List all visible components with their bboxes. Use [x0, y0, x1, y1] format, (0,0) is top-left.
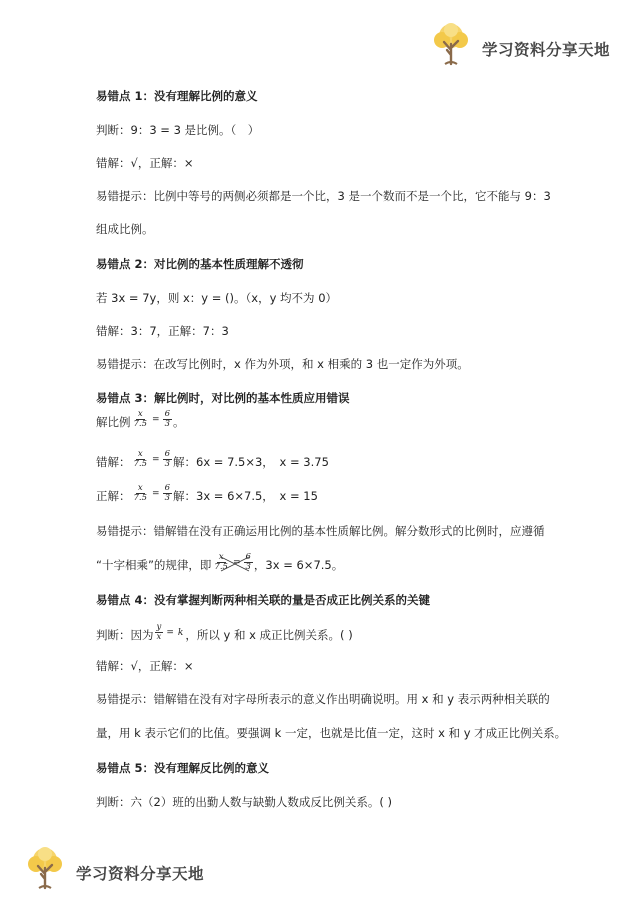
- proportion-formula: $\frac{x}{7.5}$ = $\frac{6}{3}$: [133, 409, 170, 429]
- section-4-heading: 易错点 4：没有掌握判断两种相关联的量是否成正比例关系的关键: [96, 593, 431, 607]
- section-3-question: 解比例 $\frac{x}{7.5}$ = $\frac{6}{3}$ 。: [96, 409, 185, 429]
- cross-multiply-formula: $\frac{x}{7.5}$ = $\frac{6}{3}$: [211, 553, 254, 572]
- tree-logo-icon: [22, 846, 68, 890]
- section-1-answer: 错解：√，正解：×: [96, 156, 194, 170]
- section-2-answer: 错解：3：7，正解：7：3: [96, 324, 229, 338]
- proportion-formula: $\frac{x}{7.5}$ = $\frac{6}{3}$: [133, 449, 170, 469]
- section-2-tip: 易错提示：在改写比例时，x 作为外项，和 x 相乘的 3 也一定作为外项。: [96, 357, 469, 371]
- tree-logo-icon: [428, 22, 474, 66]
- section-4-tip-line2: 量，用 k 表示它们的比值。要强调 k 一定，也就是比值一定，这时 x 和 y 才成正比例关系。: [96, 726, 567, 740]
- section-4-question: 判断：因为 $\frac{y}{x}$ = k ，所以 y 和 x 成正比例关系。( ): [96, 622, 353, 642]
- ratio-formula: $\frac{y}{x}$ = k: [156, 622, 184, 642]
- brand-name: 学习资料分享天地: [482, 41, 611, 59]
- question-prefix: 解比例: [96, 415, 131, 429]
- section-3-heading: 易错点 3：解比例时，对比例的基本性质应用错误: [96, 391, 350, 405]
- cross-lines-icon: [211, 553, 255, 575]
- section-1-tip-line2: 组成比例。: [96, 222, 154, 236]
- section-4-answer: 错解：√，正解：×: [96, 659, 194, 673]
- section-5-heading: 易错点 5：没有理解反比例的意义: [96, 761, 270, 775]
- section-1-heading: 易错点 1：没有理解比例的意义: [96, 89, 258, 103]
- section-3-correct-answer: 正解： $\frac{x}{7.5}$ = $\frac{6}{3}$ 解：3x = 6×7.5， x = 15: [96, 483, 318, 503]
- brand-footer: [22, 846, 204, 890]
- section-2-heading: 易错点 2：对比例的基本性质理解不透彻: [96, 257, 304, 271]
- section-1-tip-line1: 易错提示：比例中等号的两侧必须都是一个比，3 是一个数而不是一个比，它不能与 9：3: [96, 189, 551, 203]
- proportion-formula: $\frac{x}{7.5}$ = $\frac{6}{3}$: [133, 483, 170, 503]
- section-3-tip-line1: 易错提示：错解错在没有正确运用比例的基本性质解比例。解分数形式的比例时，应遵循: [96, 524, 545, 538]
- section-5-question: 判断：六（2）班的出勤人数与缺勤人数成反比例关系。( ): [96, 795, 392, 809]
- brand-header: [428, 22, 610, 66]
- brand-name: 学习资料分享天地: [76, 865, 205, 883]
- section-2-question: 若 3x = 7y，则 x：y = ()。（x，y 均不为 0）: [96, 291, 338, 305]
- section-4-tip-line1: 易错提示：错解错在没有对字母所表示的意义作出明确说明。用 x 和 y 表示两种相关联的: [96, 692, 550, 706]
- section-1-question: 判断：9：3 = 3 是比例。（ ）: [96, 123, 260, 137]
- section-3-tip-line2: “十字相乘”的规律，即 $\frac{x}{7.5}$ = $\frac{6}{3}$ ，3x = 6×7.5。: [96, 557, 343, 573]
- section-3-wrong-answer: 错解： $\frac{x}{7.5}$ = $\frac{6}{3}$ 解：6x = 7.5×3， x = 3.75: [96, 449, 329, 469]
